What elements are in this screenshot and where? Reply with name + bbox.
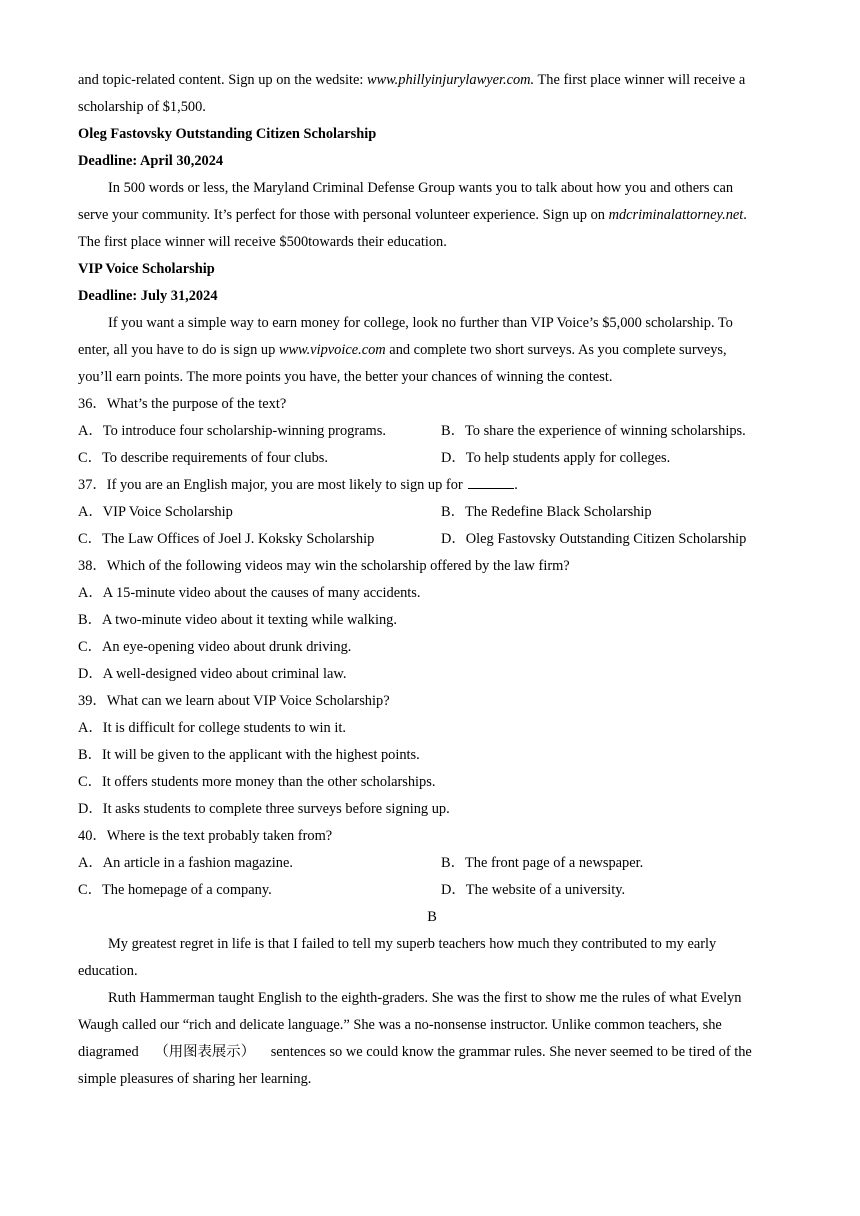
- question-stem: [78, 472, 786, 499]
- paragraph-line: you’ll earn points. The more points you have, the better your chances of winning the contest.: [78, 369, 613, 385]
- option-row: [78, 526, 786, 553]
- option-row: [78, 499, 786, 526]
- option-c: C．To describe requirements of four clubs.: [78, 450, 328, 466]
- option-row: [78, 850, 786, 877]
- option-a: A．It is difficult for college students to win it.: [78, 720, 346, 736]
- website-link: www.phillyinjurylawyer.com.: [366, 72, 535, 88]
- paragraph-line: Ruth Hammerman taught English to the eighth-graders. She was the first to show me the rules of what Evelyn: [108, 990, 742, 1006]
- option-a: A．To introduce four scholarship-winning programs.: [78, 423, 386, 439]
- paragraph-line: education.: [78, 963, 138, 979]
- option-b: B．The front page of a newspaper.: [441, 855, 644, 871]
- option-row: [78, 445, 786, 472]
- text-segment: enter, all you have to do is sign up: [78, 342, 279, 358]
- text-segment: sentences so we could know the grammar rules. She never seemed to be tired of the: [267, 1044, 752, 1060]
- scholarship-title: VIP Voice Scholarship: [78, 261, 215, 277]
- text-segment: 37．If you are an English major, you are most likely to sign up for: [78, 477, 467, 493]
- option-c: C．An eye-opening video about drunk driving.: [78, 639, 352, 655]
- paragraph-line: simple pleasures of sharing her learning.: [78, 1071, 312, 1087]
- paragraph-line: The first place winner will receive $500towards their education.: [78, 234, 447, 250]
- option-c: C．It offers students more money than the other scholarships.: [78, 774, 436, 790]
- option-d: D．It asks students to complete three surveys before signing up.: [78, 801, 450, 817]
- paragraph-line: In 500 words or less, the Maryland Criminal Defense Group wants you to talk about how you and others can: [108, 180, 734, 196]
- paragraph-line: [78, 202, 786, 229]
- passage-a-line: [78, 67, 786, 94]
- document-content: [78, 67, 786, 1093]
- text-segment: and complete two short surveys. As you complete surveys,: [385, 342, 727, 358]
- text-segment: .: [514, 477, 518, 493]
- paragraph-line: My greatest regret in life is that I failed to tell my superb teachers how much they contributed to my early: [108, 936, 717, 952]
- option-b: B．To share the experience of winning scholarships.: [441, 423, 746, 439]
- option-row: [78, 877, 786, 904]
- passage-a-line: scholarship of $1,500.: [78, 99, 206, 115]
- option-b: B．It will be given to the applicant with the highest points.: [78, 747, 420, 763]
- option-a: A．An article in a fashion magazine.: [78, 855, 293, 871]
- paragraph-line: Waugh called our “rich and delicate language.” She was a no-nonsense instructor. Unlike common teachers, she: [78, 1017, 722, 1033]
- question-stem: 39．What can we learn about VIP Voice Scholarship?: [78, 693, 390, 709]
- question-stem: 36．What’s the purpose of the text?: [78, 396, 287, 412]
- option-a: A．VIP Voice Scholarship: [78, 504, 233, 520]
- website-link: mdcriminalattorney.net: [608, 207, 744, 223]
- paragraph-line: [78, 1039, 786, 1066]
- option-d: D．Oleg Fastovsky Outstanding Citizen Scholarship: [441, 531, 747, 547]
- option-c: C．The Law Offices of Joel J. Koksky Scholarship: [78, 531, 375, 547]
- text-segment: .: [743, 207, 747, 223]
- paragraph-line: If you want a simple way to earn money for college, look no further than VIP Voice’s $5,000 scholarship. To: [108, 315, 733, 331]
- scholarship-deadline: Deadline: July 31,2024: [78, 288, 218, 304]
- answer-blank: [468, 474, 514, 489]
- scholarship-title: Oleg Fastovsky Outstanding Citizen Scholarship: [78, 126, 377, 142]
- text-segment: diagramed: [78, 1044, 143, 1060]
- option-d: D．To help students apply for colleges.: [441, 450, 671, 466]
- option-b: B．The Redefine Black Scholarship: [441, 504, 652, 520]
- option-d: D．The website of a university.: [441, 882, 626, 898]
- option-c: C．The homepage of a company.: [78, 882, 272, 898]
- option-b: B．A two-minute video about it texting while walking.: [78, 612, 397, 628]
- paragraph-line: [78, 337, 786, 364]
- option-a: A．A 15-minute video about the causes of many accidents.: [78, 585, 421, 601]
- section-heading: B: [427, 909, 437, 925]
- text-segment: The first place winner will receive a: [534, 72, 746, 88]
- chinese-note: （用图表展示）: [154, 1044, 256, 1060]
- website-link: www.vipvoice.com: [278, 342, 386, 358]
- text-segment: and topic-related content. Sign up on the wedsite:: [78, 72, 367, 88]
- question-stem: 38．Which of the following videos may win the scholarship offered by the law firm?: [78, 558, 570, 574]
- question-stem: 40．Where is the text probably taken from?: [78, 828, 333, 844]
- option-row: [78, 418, 786, 445]
- scholarship-deadline: Deadline: April 30,2024: [78, 153, 224, 169]
- option-d: D．A well-designed video about criminal law.: [78, 666, 347, 682]
- text-segment: serve your community. It’s perfect for those with personal volunteer experience. Sign up on: [78, 207, 609, 223]
